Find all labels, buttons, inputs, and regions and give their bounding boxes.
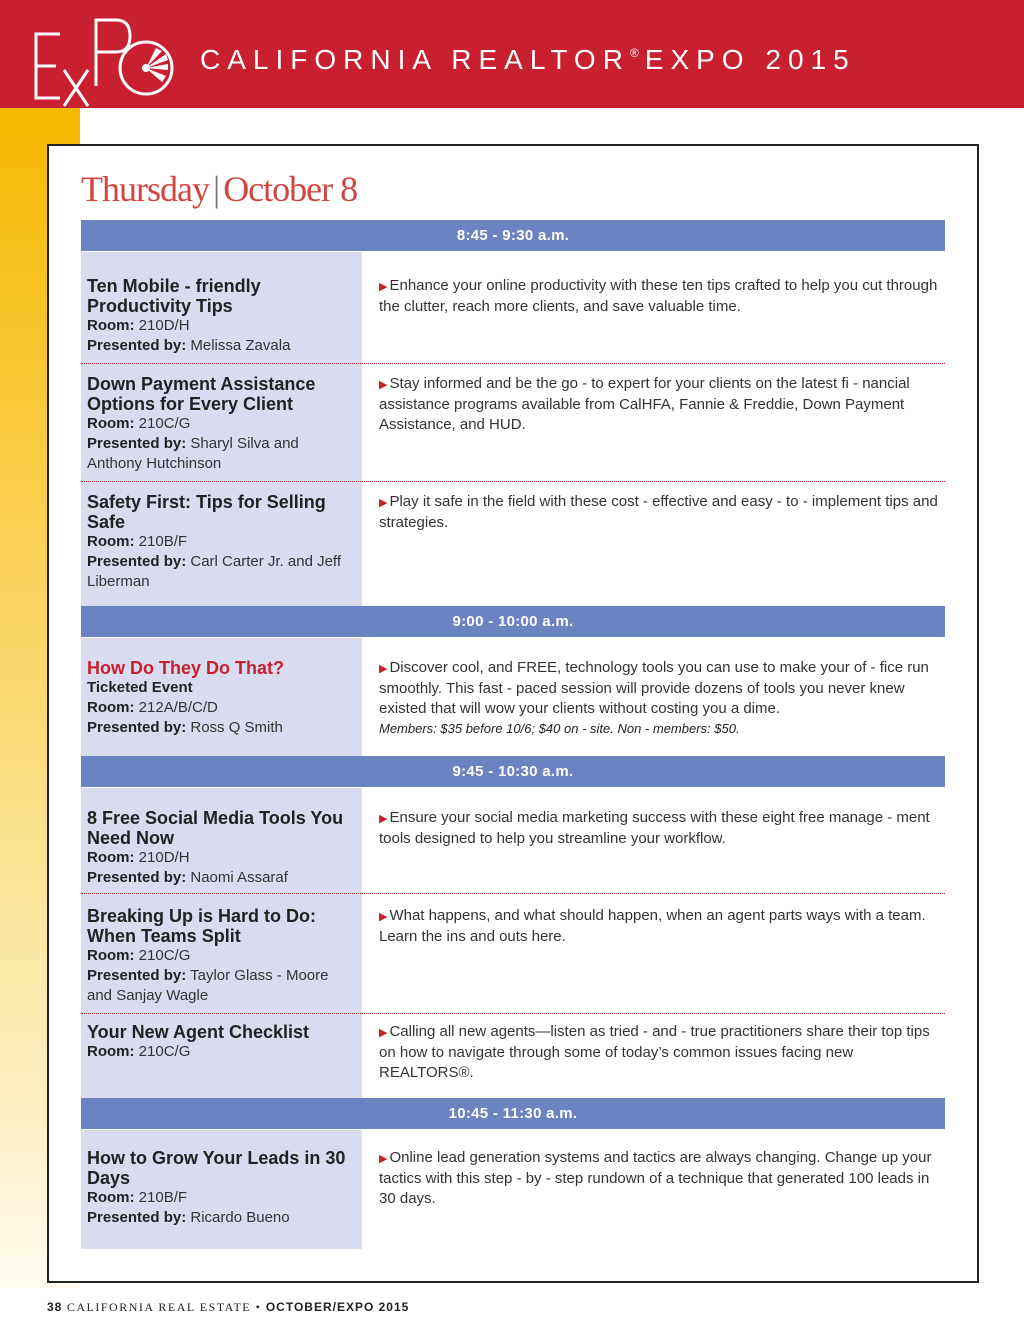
dotted-divider (81, 893, 945, 894)
page-footer (47, 1300, 409, 1315)
session-title: Breaking Up is Hard to Do: When Teams Split (87, 906, 317, 946)
session-description: ▶ Online lead generation systems and tactics are always changing. Change up your tactics with this step - by - step rundown of a technique that generated 100 leads in 30 days. (379, 1149, 932, 1207)
session-description: ▶ Discover cool, and FREE, technology tools you can use to make your of - fice run smoothly. This fast - paced session will provide dozens of tools you never knew existed that will wow your clients without costing you a dime. Members: $35 before 10/6; $40 on - site. Non - members: $50. (379, 658, 947, 739)
session-description: ▶ Stay informed and be the go - to expert for your clients on the latest fi - nancial assistance programs available from CalHFA, Fannie & Freddie, Down Payment Assistance, and HUD. (379, 375, 910, 433)
session-description: ▶ What happens, and what should happen, when an agent parts ways with a team. Learn the ins and outs here. (379, 907, 926, 945)
session-title: Ten Mobile - friendly Productivity Tips (87, 276, 261, 316)
session-room: 210C/G (138, 1043, 191, 1060)
session-description: ▶ Calling all new agents—listen as tried - and - true practitioners share their top tips on how to navigate through some of today’s common issues facing new REALTORS®. (379, 1023, 930, 1081)
session-info: Ten Mobile - friendly Productivity Tips Room: 210D/H Presented by: Melissa Zavala (87, 276, 357, 356)
header-title: CALIFORNIA REALTOR® EXPO 2015 (200, 44, 856, 75)
session-presenters: Melissa Zavala (190, 337, 291, 354)
arrow-icon: ▶ (379, 497, 388, 509)
timeslot-bar: 9:45 - 10:30 a.m. (81, 756, 945, 787)
session-room: 210B/F (138, 533, 188, 550)
arrow-icon: ▶ (379, 911, 388, 923)
arrow-icon: ▶ (379, 663, 388, 675)
session-presenters: Ross Q Smith (190, 719, 283, 736)
publication-name: CALIFORNIA REAL ESTATE (66, 1300, 252, 1314)
timeslot-bar: 9:00 - 10:00 a.m. (81, 606, 945, 637)
session-room: 210D/H (138, 849, 190, 866)
session-room: 210B/F (138, 1189, 188, 1206)
session-room: 210C/G (138, 947, 191, 964)
dotted-divider (81, 363, 945, 364)
session-info: Safety First: Tips for Selling Safe Room: 210B/F Presented by: Carl Carter Jr. and Jeff Liberman (87, 492, 357, 592)
arrow-icon: ▶ (379, 1027, 388, 1039)
session-info: Your New Agent Checklist Room: 210C/G (87, 1022, 357, 1062)
session-title: How Do They Do That? (87, 658, 284, 678)
expo-logo (30, 12, 180, 108)
arrow-icon: ▶ (379, 379, 388, 391)
session-info: Breaking Up is Hard to Do: When Teams Split Room: 210C/G Presented by: Taylor Glass - Moore and Sanjay Wagle (87, 906, 357, 1006)
session-presenters: Taylor Glass - Moore and Sanjay Wagle (87, 967, 329, 1004)
session-room: 210C/G (138, 415, 191, 432)
session-title: Down Payment Assistance Options for Every Client (87, 374, 316, 414)
page-title: Thursday | October 8 (81, 169, 358, 209)
arrow-icon: ▶ (379, 281, 388, 293)
session-description: ▶ Enhance your online productivity with these ten tips crafted to help you cut through the clutter, reach more clients, and save valuable time. (379, 277, 938, 315)
session-presenters: Naomi Assaraf (190, 869, 288, 886)
session-info: How to Grow Your Leads in 30 Days Room: 210B/F Presented by: Ricardo Bueno (87, 1148, 357, 1228)
bullet-icon: • (255, 1300, 262, 1314)
dotted-divider (81, 1013, 945, 1014)
session-title: Your New Agent Checklist (87, 1022, 310, 1042)
issue-label: OCTOBER/EXPO 2015 (265, 1300, 410, 1314)
timeslot-bar: 10:45 - 11:30 a.m. (81, 1098, 945, 1129)
session-title: Safety First: Tips for Selling Safe (87, 492, 326, 532)
session-room: 212A/B/C/D (138, 699, 218, 716)
header-banner (0, 0, 1024, 108)
session-info: 8 Free Social Media Tools You Need Now Room: 210D/H Presented by: Naomi Assaraf (87, 808, 357, 888)
session-info: How Do They Do That? Ticketed Event Room: 212A/B/C/D Presented by: Ross Q Smith (87, 658, 357, 738)
session-presenters: Carl Carter Jr. and Jeff Liberman (87, 553, 341, 590)
page-number: 38 (47, 1300, 63, 1314)
session-title: How to Grow Your Leads in 30 Days (87, 1148, 346, 1188)
session-room: 210D/H (138, 317, 190, 334)
arrow-icon: ▶ (379, 813, 388, 825)
pricing-note: Members: $35 before 10/6; $40 on - site. Non - members: $50. (379, 721, 740, 736)
timeslot-bar: 8:45 - 9:30 a.m. (81, 220, 945, 251)
dotted-divider (81, 481, 945, 482)
session-description: ▶ Play it safe in the field with these cost - effective and easy - to - implement tips and strategies. (379, 493, 938, 531)
session-presenters: Sharyl Silva and Anthony Hutchinson (87, 435, 299, 472)
session-presenters: Ricardo Bueno (190, 1209, 290, 1226)
arrow-icon: ▶ (379, 1153, 388, 1165)
session-title: 8 Free Social Media Tools You Need Now (87, 808, 344, 848)
ticketed-label: Ticketed Event (87, 679, 193, 696)
session-description: ▶ Ensure your social media marketing success with these eight free manage - ment tools designed to help you streamline your workflow. (379, 809, 930, 847)
schedule-frame (47, 144, 979, 1283)
session-info: Down Payment Assistance Options for Every Client Room: 210C/G Presented by: Sharyl Silva and Anthony Hutchinson (87, 374, 357, 474)
